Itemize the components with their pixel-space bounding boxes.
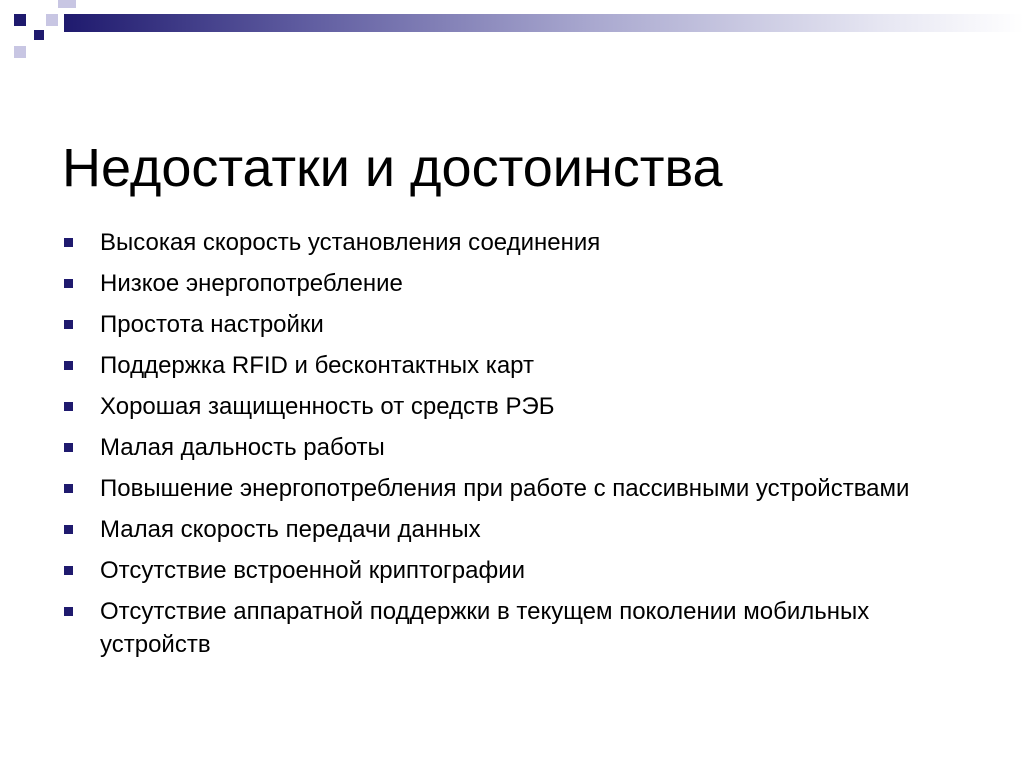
decorative-square bbox=[34, 30, 44, 40]
bullet-text: Простота настройки bbox=[100, 311, 324, 338]
square-bullet-icon bbox=[64, 443, 73, 452]
list-item bbox=[64, 472, 924, 505]
list-item bbox=[64, 390, 924, 423]
square-bullet-icon bbox=[64, 484, 73, 493]
square-bullet-icon bbox=[64, 279, 73, 288]
list-item bbox=[64, 349, 924, 382]
slide-title: Недостатки и достоинства bbox=[62, 138, 723, 199]
list-item bbox=[64, 595, 924, 661]
list-item bbox=[64, 554, 924, 587]
bullet-text: Высокая скорость установления соединения bbox=[100, 229, 601, 256]
square-bullet-icon bbox=[64, 402, 73, 411]
bullet-text: Поддержка RFID и бесконтактных карт bbox=[100, 352, 534, 379]
bullet-text: Повышение энергопотребления при работе с пассивными устройствами bbox=[100, 475, 910, 502]
square-bullet-icon bbox=[64, 566, 73, 575]
decorative-square bbox=[46, 14, 58, 26]
square-bullet-icon bbox=[64, 607, 73, 616]
list-item bbox=[64, 431, 924, 464]
list-item bbox=[64, 226, 924, 259]
bullet-text: Малая дальность работы bbox=[100, 434, 385, 461]
decorative-square bbox=[14, 14, 26, 26]
list-item bbox=[64, 513, 924, 546]
decorative-square bbox=[58, 0, 76, 8]
bullet-text: Хорошая защищенность от средств РЭБ bbox=[100, 393, 555, 420]
bullet-text: Малая скорость передачи данных bbox=[100, 516, 481, 543]
square-bullet-icon bbox=[64, 525, 73, 534]
header-gradient-band bbox=[64, 14, 1024, 32]
square-bullet-icon bbox=[64, 320, 73, 329]
bullet-list bbox=[64, 226, 924, 669]
bullet-text: Отсутствие аппаратной поддержки в текущем поколении мобильных устройств bbox=[100, 598, 870, 658]
square-bullet-icon bbox=[64, 238, 73, 247]
bullet-text: Низкое энергопотребление bbox=[100, 270, 403, 297]
list-item bbox=[64, 267, 924, 300]
list-item bbox=[64, 308, 924, 341]
square-bullet-icon bbox=[64, 361, 73, 370]
bullet-text: Отсутствие встроенной криптографии bbox=[100, 557, 526, 584]
decorative-square bbox=[14, 46, 26, 58]
